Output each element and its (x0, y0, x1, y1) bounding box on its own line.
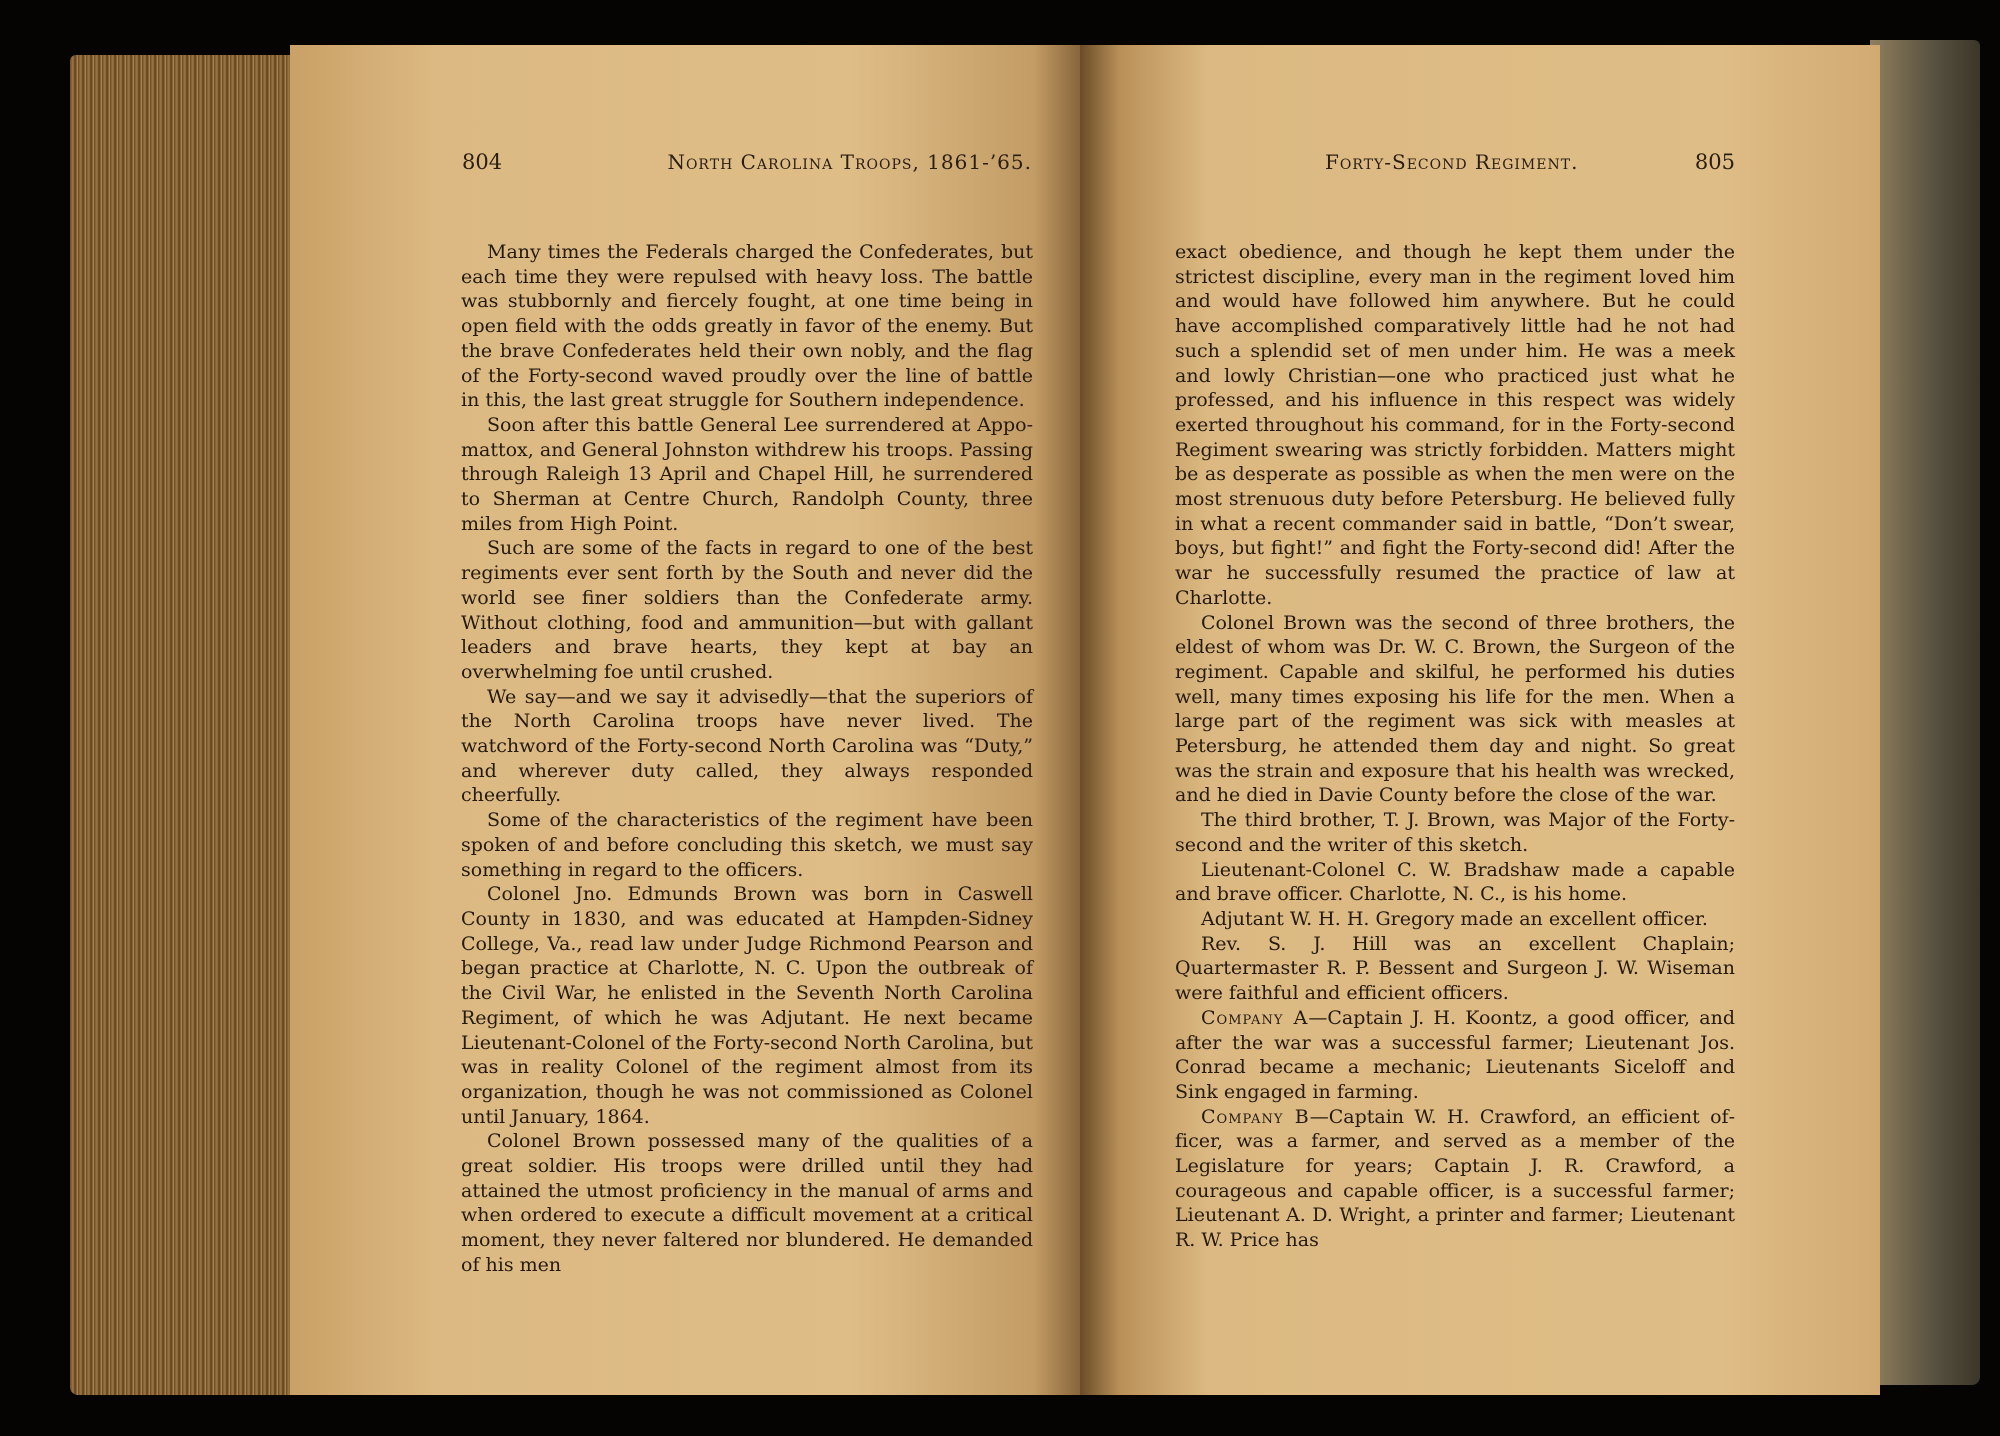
company-a-paragraph (1175, 1006, 1735, 1105)
left-page-text (461, 240, 1033, 1278)
left-running-head (462, 150, 1032, 182)
continued-paragraph: exact obedience, and though he kept them under the strictest discipline, every man in the regiment loved him and would have followed him anywhere. But he could have accomplished comparatively little had he not had such a splendid set of men under him. He was a meek and lowly Christian—one who practiced just what he professed, and his influence in this respect was widely exerted throughout his command, for in the Forty-second Regiment swearing was strictly forbidden. Matters might be as desperate as possible as when the men were on the most strenuous duty before Petersburg. He believed fully in what a recent commander said in battle, “Don’t swear, boys, but fight!” and fight the Forty-second did! After the war he successfully resumed the practice of law at Charlotte. (1175, 241, 1735, 609)
paragraph: Lieutenant-Colonel C. W. Bradshaw made a capable and brave officer. Charlotte, N. C., is his home. (1175, 858, 1735, 906)
company-text: —Captain W. H. Crawford, an efficient officer, was a farmer, and served as a member of the Legislature for years; Captain J. R. Crawford, a courageous and capable officer, is a successful farmer; Lieutenant A. D. Wright, a printer and farmer; Lieutenant R. W. Price has (1175, 1105, 1735, 1252)
right-running-title: Forty-Second Regiment. (1325, 150, 1579, 174)
company-label: Company B (1201, 1105, 1310, 1128)
paragraph: Rev. S. J. Hill was an excellent Chaplain; Quartermaster R. P. Bessent and Surgeon J. W. Wiseman were faithful and efficient officers. (1175, 932, 1735, 1005)
paragraph: Colonel Brown possessed many of the qualities of a great soldier. His troops were drilled until they had attained the utmost proficiency in the manual of arms and when ordered to execute a difficult movement at a critical moment, they never faltered nor blundered. He demanded of his men (461, 1130, 1033, 1276)
paragraph: Soon after this battle General Lee surrendered at Appomattox, and General Johnston withdrew his troops. Passing through Raleigh 13 April and Chapel Hill, he surrendered to Sherman at Centre Church, Randolph County, three miles from High Point. (461, 413, 1033, 535)
page-block-edge (70, 55, 300, 1395)
paragraph: Many times the Federals charged the Confederates, but each time they were repulsed with heavy loss. The battle was stubbornly and fiercely fought, at one time being in open field with the odds greatly in favor of the enemy. But the brave Confederates held their own nobly, and the flag of the Forty-second waved proudly over the line of battle in this, the last great struggle for Southern independence. (461, 241, 1033, 412)
company-label: Company A (1201, 1006, 1309, 1029)
company-text: —Captain J. H. Koontz, a good officer, and after the war was a successful farmer; Lieutenant Jos. Conrad became a mechanic; Lieutenants Siceloff and Sink engaged in farming. (1175, 1006, 1735, 1103)
paragraph: Colonel Brown was the second of three brothers, the eldest of whom was Dr. W. C. Brown, the Surgeon of the regiment. Capable and skilful, he performed his duties well, many times exposing his life for the men. When a large part of the regiment was sick with measles at Petersburg, he attended them day and night. So great was the strain and exposure that his health was wrecked, and he died in Davie County before the close of the war. (1175, 611, 1735, 807)
right-page-number: 805 (1694, 150, 1735, 174)
paragraph: We say—and we say it advisedly—that the superiors of the North Carolina troops have never lived. The watchword of the Forty-second North Carolina was “Duty,” and wherever duty called, they always responded cheerfully. (461, 685, 1033, 807)
paragraph: The third brother, T. J. Brown, was Major of the Forty-second and the writer of this sketch. (1175, 809, 1735, 856)
book-cover-edge (1870, 40, 1980, 1385)
paragraph: Such are some of the facts in regard to one of the best regiments ever sent forth by the South and never did the world see finer soldiers than the Confederate army. Without clothing, food and ammunition—but with gallant leaders and brave hearts, they kept at bay an overwhelming foe until crushed. (461, 537, 1033, 683)
company-b-paragraph (1175, 1105, 1735, 1253)
paragraph: Adjutant W. H. H. Gregory made an excellent officer. (1201, 907, 1708, 930)
left-page-number: 804 (462, 150, 503, 174)
paragraph: Colonel Jno. Edmunds Brown was born in Caswell County in 1830, and was educated at Hampden-Sidney College, Va., read law under Judge Richmond Pearson and began practice at Charlotte, N. C. Upon the outbreak of the Civil War, he enlisted in the Seventh North Carolina Regiment, of which he was Adjutant. He next became Lieutenant-Colonel of the Forty-second North Carolina, but was in reality Colonel of the regiment almost from its organization, though he was not commissioned as Colonel until January, 1864. (461, 883, 1033, 1128)
right-page-text (1175, 240, 1735, 1253)
left-running-title: North Carolina Troops, 1861-’65. (667, 150, 1032, 174)
right-running-head (1325, 150, 1735, 182)
paragraph: Some of the characteristics of the regiment have been spoken of and before concluding this sketch, we must say something in regard to the officers. (461, 809, 1033, 881)
